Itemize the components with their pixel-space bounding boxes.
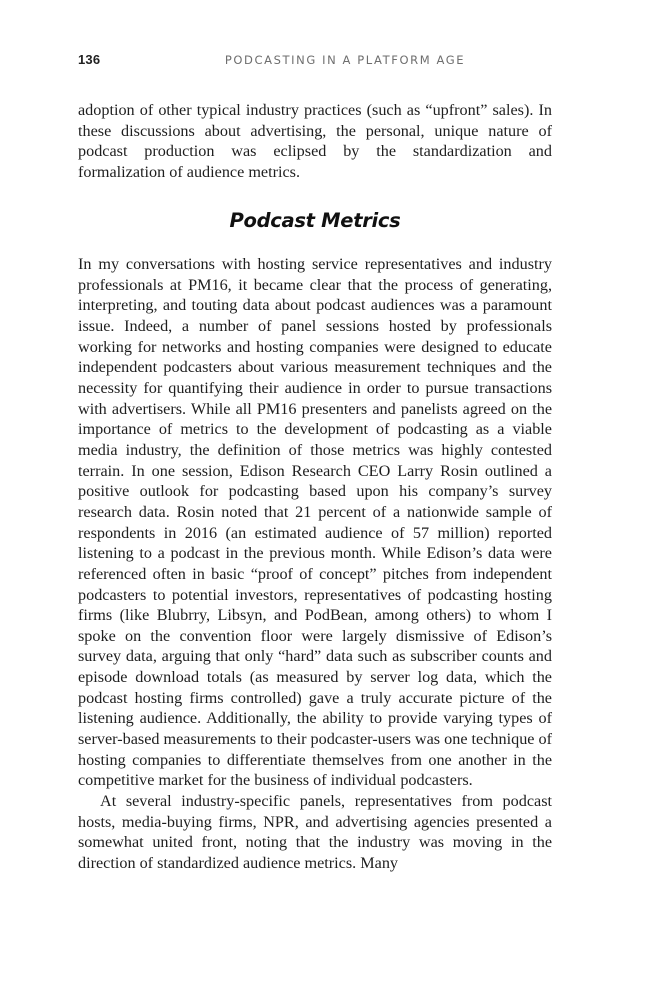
- running-head: [78, 52, 552, 72]
- page-number: 136: [78, 52, 101, 67]
- section-heading: Podcast Metrics: [229, 209, 401, 232]
- body-paragraph: In my conversations with hosting service representatives and industry professionals at PM16, it became clear that the process of generating, interpreting, and touting data about podcast audiences was a paramount issue. Indeed, a number of panel sessions hosted by professionals working for networks and hosting companies were designed to educate independent podcasters about various measurement techniques and the necessity for quantifying their audience in order to pursue transactions with advertisers. While all PM16 presenters and panelists agreed on the importance of metrics to the development of podcasting as a viable media industry, the definition of those metrics was highly contested terrain. In one session, Edison Research CEO Larry Rosin outlined a positive outlook for podcasting based upon his company’s survey research data. Rosin noted that 21 percent of a nationwide sample of respondents in 2016 (an estimated audience of 57 million) reported listening to a podcast in the previous month. While Edison’s data were referenced often in basic “proof of concept” pitches from independent podcasters to potential investors, representatives of podcasting hosting firms (like Blubrry, Libsyn, and PodBean, among others) to whom I spoke on the convention floor were largely dismissive of Edison’s survey data, arguing that only “hard” data such as subscriber counts and episode download totals (as measured by server log data, which the podcast hosting firms controlled) gave a truly accurate picture of the listening audience. Additionally, the ability to provide varying types of server-based measurements to their podcaster-users was one technique of hosting companies to differentiate themselves from one another in the competitive market for the business of individual podcasters.: [78, 255, 553, 790]
- intro-paragraph-block: [78, 100, 552, 183]
- intro-paragraph: adoption of other typical industry practices (such as “upfront” sales). In these discussions about advertising, the personal, unique nature of podcast production was eclipsed by the standardization and formalization of audience metrics.: [78, 101, 552, 181]
- running-title: PODCASTING IN A PLATFORM AGE: [224, 53, 466, 67]
- body-paragraph: At several industry-specific panels, representatives from podcast hosts, media-buying firms, NPR, and advertising agencies presented a somewhat united front, noting that the industry was moving in the direction of standardized audience metrics. Many: [78, 792, 552, 873]
- section-body: [78, 254, 552, 874]
